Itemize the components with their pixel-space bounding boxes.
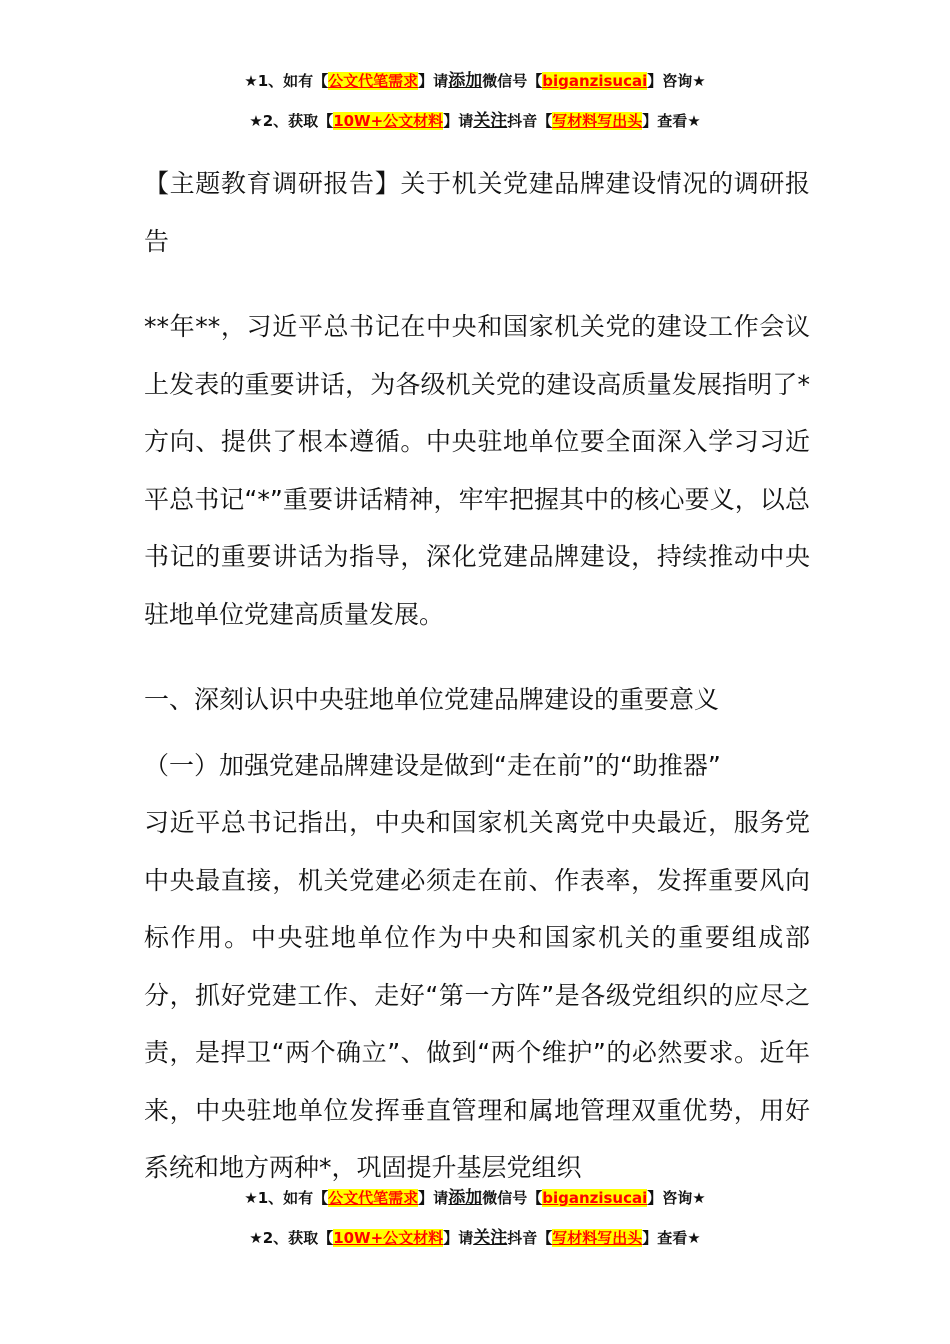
subsection-1-heading: （一）加强党建品牌建设是做到“走在前”的“助推器” xyxy=(144,750,721,780)
banner-text: 】请 xyxy=(418,1189,449,1207)
banner-text: 】查看★ xyxy=(642,1229,701,1247)
highlight-douyin-account: 写材料写出头 xyxy=(552,112,643,130)
document-title: 【主题教育调研报告】关于机关党建品牌建设情况的调研报告 xyxy=(144,169,810,256)
bottom-banner-line-2 xyxy=(0,1227,950,1249)
underlined-add: 添加 xyxy=(448,71,483,91)
highlight-materials: 10W+公文材料 xyxy=(333,1229,444,1247)
intro-paragraph: **年**，习近平总书记在中央和国家机关党的建设工作会议上发表的重要讲话，为各级机关党的建设高质量发展指明了*方向、提供了根本遵循。中央驻地单位要全面深入学习习近平总书记“*”重要讲话精神，牢牢把握其中的核心要义，以总书记的重要讲话为指导，深化党建品牌建设，持续推动中央驻地单位党建高质量发展。 xyxy=(144,312,810,629)
banner-text: ★2、获取【 xyxy=(249,1229,334,1247)
banner-text: 】请 xyxy=(443,112,474,130)
banner-text: 】查看★ xyxy=(642,112,701,130)
highlight-materials: 10W+公文材料 xyxy=(333,112,444,130)
highlight-wechat-id: biganzisucai xyxy=(542,72,648,90)
highlight-douyin-account: 写材料写出头 xyxy=(552,1229,643,1247)
banner-text: ★1、如有【 xyxy=(244,72,329,90)
underlined-follow: 关注 xyxy=(473,111,508,131)
banner-text: 】请 xyxy=(443,1229,474,1247)
banner-text: ★1、如有【 xyxy=(244,1189,329,1207)
banner-text: 】请 xyxy=(418,72,449,90)
underlined-add: 添加 xyxy=(448,1188,483,1208)
section-1-heading: 一、深刻认识中央驻地单位党建品牌建设的重要意义 xyxy=(144,685,720,714)
top-banner-line-2 xyxy=(0,110,950,132)
banner-text: 】咨询★ xyxy=(647,1189,706,1207)
highlight-ghostwriting: 公文代笔需求 xyxy=(328,1189,419,1207)
banner-text: 】咨询★ xyxy=(647,72,706,90)
subsection-1-paragraph: 习近平总书记指出，中央和国家机关离党中央最近，服务党中央最直接，机关党建必须走在前、作表率，发挥重要风向标作用。中央驻地单位作为中央和国家机关的重要组成部分，抓好党建工作、走好“第一方阵”是各级党组织的应尽之责，是捍卫“两个确立”、做到“两个维护”的必然要求。近年来，中央驻地单位发挥垂直管理和属地管理双重优势，用好系统和地方两种*，巩固提升基层党组织 xyxy=(144,808,810,1182)
highlight-ghostwriting: 公文代笔需求 xyxy=(328,72,419,90)
banner-text: 微信号【 xyxy=(482,1189,543,1207)
highlight-wechat-id: biganzisucai xyxy=(542,1189,648,1207)
document-body xyxy=(144,155,810,1197)
banner-text: 抖音【 xyxy=(507,112,553,130)
banner-text: ★2、获取【 xyxy=(249,112,334,130)
bottom-banner-line-1 xyxy=(0,1187,950,1209)
banner-text: 抖音【 xyxy=(507,1229,553,1247)
top-banner-line-1 xyxy=(0,70,950,92)
banner-text: 微信号【 xyxy=(482,72,543,90)
underlined-follow: 关注 xyxy=(473,1228,508,1248)
